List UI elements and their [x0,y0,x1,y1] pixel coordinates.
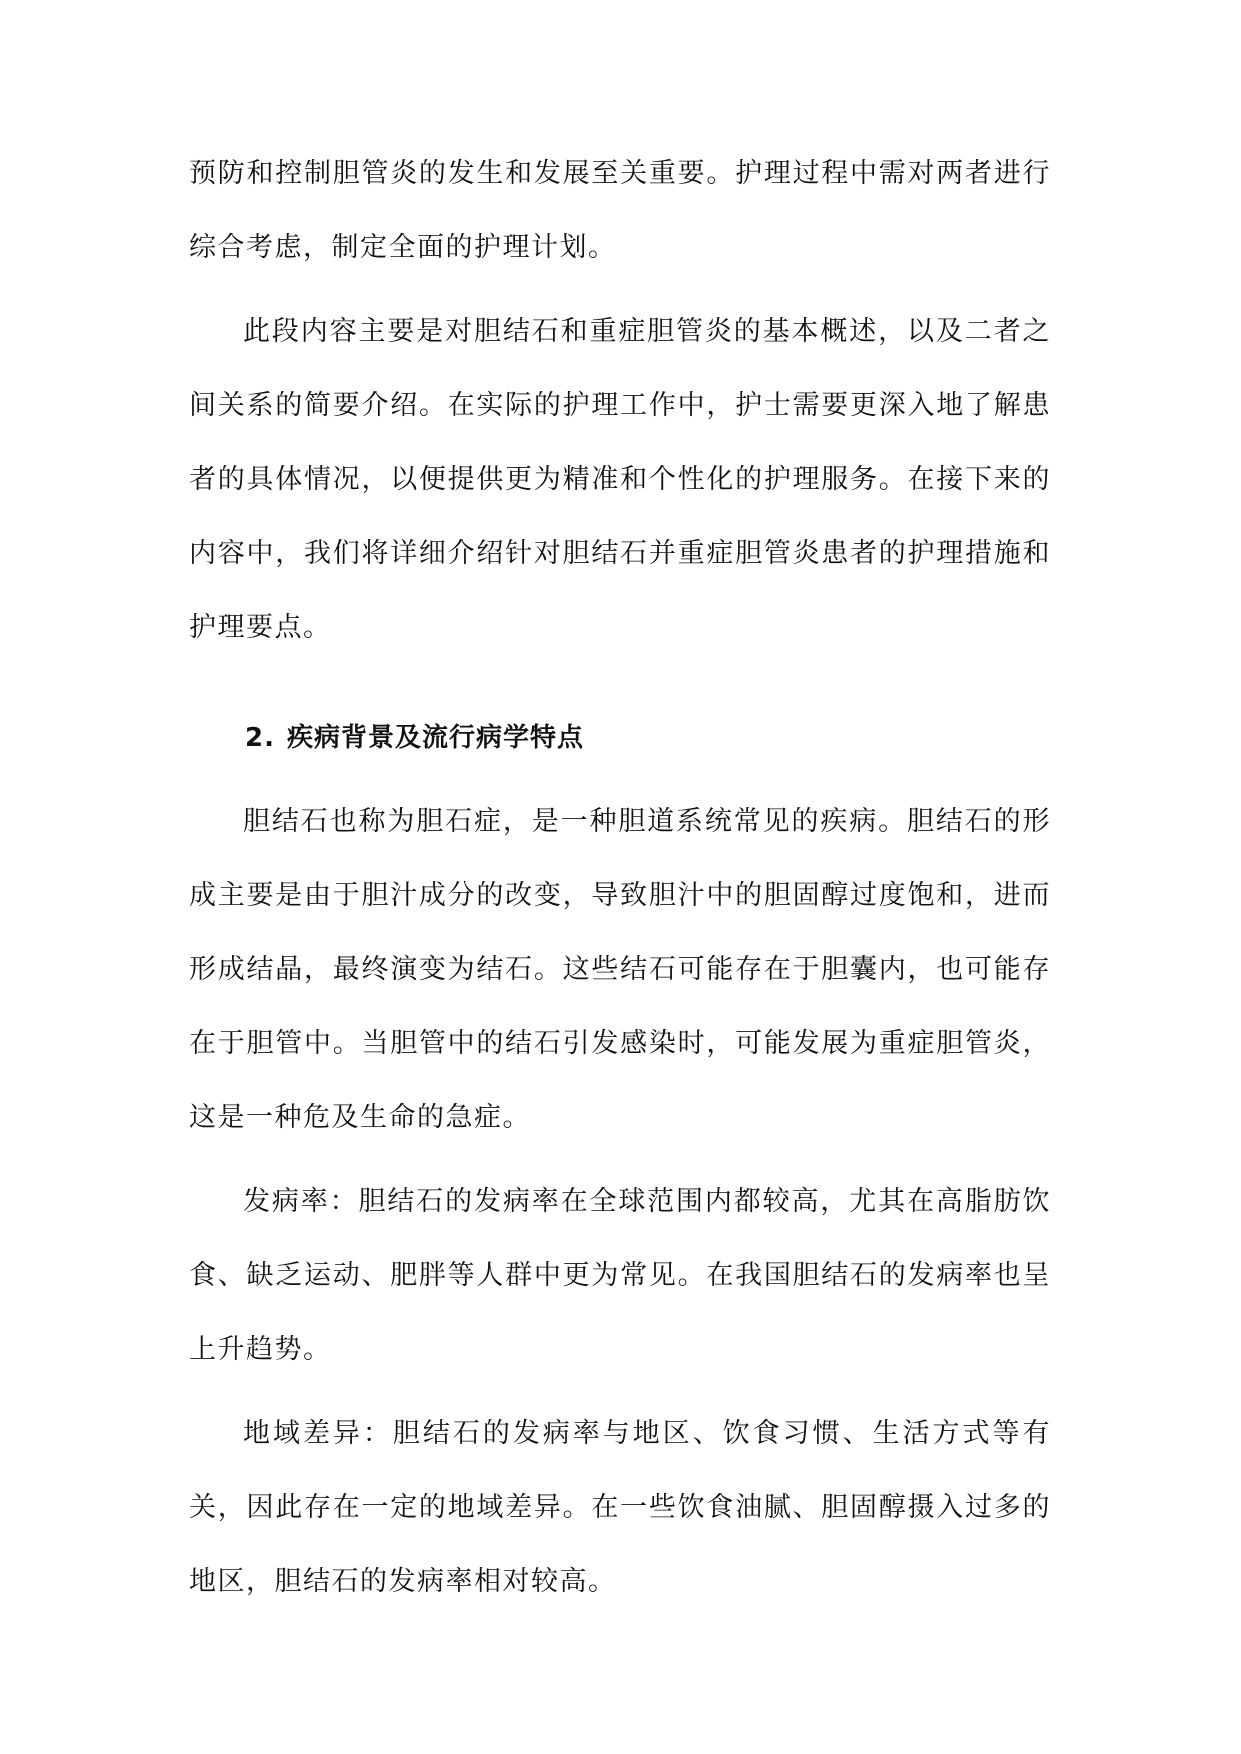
section-heading [189,701,1051,775]
paragraph-overview-summary: 此段内容主要是对胆结石和重症胆管炎的基本概述，以及二者之间关系的简要介绍。在实际的护理工作中，护士需要更深入地了解患者的具体情况，以便提供更为精准和个性化的护理服务。在接下来的内容中，我们将详细介绍针对胆结石并重症胆管炎患者的护理措施和护理要点。 [189,316,1051,643]
document-body [189,137,1051,1629]
paragraph-regional-difference: 地域差异：胆结石的发病率与地区、饮食习惯、生活方式等有关，因此存在一定的地域差异。在一些饮食油腻、胆固醇摄入过多的地区，胆结石的发病率相对较高。 [189,1418,1051,1597]
paragraph-gallstone-definition: 胆结石也称为胆石症，是一种胆道系统常见的疾病。胆结石的形成主要是由于胆汁成分的改变，导致胆汁中的胆固醇过度饱和，进而形成结晶，最终演变为结石。这些结石可能存在于胆囊内，也可能存在于胆管中。当胆管中的结石引发感染时，可能发展为重症胆管炎，这是一种危及生命的急症。 [189,806,1051,1133]
paragraph-continuation: 预防和控制胆管炎的发生和发展至关重要。护理过程中需对两者进行综合考虑，制定全面的护理计划。 [189,158,1051,263]
section-number: 2. [245,723,275,753]
paragraph-incidence: 发病率：胆结石的发病率在全球范围内都较高，尤其在高脂肪饮食、缺乏运动、肥胖等人群中更为常见。在我国胆结石的发病率也呈上升趋势。 [189,1186,1051,1365]
section-title: 疾病背景及流行病学特点 [287,723,585,753]
